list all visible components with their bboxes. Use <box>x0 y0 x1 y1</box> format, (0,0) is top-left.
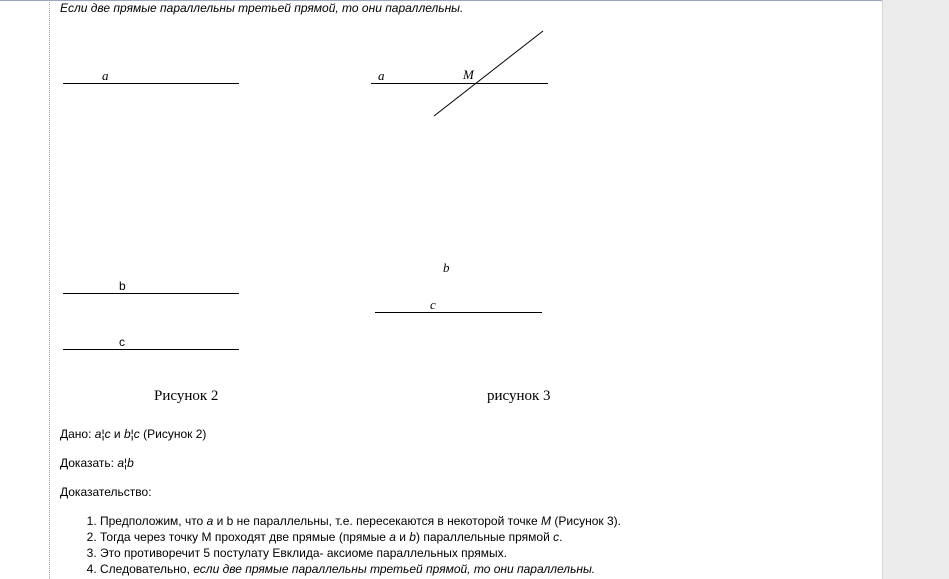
prove-a: a <box>117 456 125 470</box>
prove-line <box>60 456 134 470</box>
step4-text-1: Следовательно, <box>100 562 194 576</box>
given-a: a <box>94 427 102 441</box>
fig2-label-a: a <box>102 68 109 83</box>
prove-parallel: ¦ <box>124 456 128 470</box>
given-and: и <box>110 427 124 441</box>
given-suffix: (Рисунок 2) <box>139 427 207 441</box>
step4-text-2: если две прямые параллельны третьей прямой, то они параллельны. <box>193 562 596 576</box>
step2-text-3: ) параллельные прямой <box>415 530 554 544</box>
proof-step-2 <box>100 529 621 545</box>
proof-step-4 <box>100 561 621 577</box>
step3-text-1: Это противоречит 5 постулату Евклида- аксиоме параллельных прямых. <box>100 546 507 560</box>
proof-steps-list <box>60 513 621 577</box>
step2-text-1: Тогда через точку М проходят две прямые (прямые <box>100 530 390 544</box>
fig3-label-c: c <box>430 297 436 312</box>
fig3-line-c <box>375 312 542 313</box>
step2-a: a <box>389 530 396 544</box>
proof-title: Доказательство: <box>60 485 152 499</box>
step2-b: b <box>409 530 416 544</box>
proof-step-1 <box>100 513 621 529</box>
given-c1: c <box>104 427 111 441</box>
fig2-label-c: c <box>119 335 125 349</box>
theorem-statement: Если две прямые параллельны третьей прямой, то они параллельны. <box>60 1 464 15</box>
step1-text-1: Предположим, что <box>100 514 207 528</box>
step1-text-2: и b не параллельны, т.е. пересекаются в некоторой точке <box>213 514 542 528</box>
step2-text-4: . <box>559 530 563 544</box>
prove-prefix: Доказать: <box>60 456 118 470</box>
fig3-label-a: a <box>378 68 385 83</box>
step1-M: M <box>541 514 552 528</box>
step2-c: c <box>553 530 560 544</box>
step1-text-3: (Рисунок 3). <box>551 514 621 528</box>
fig3-line-b-intersecting <box>434 31 543 116</box>
step2-text-2: и <box>395 530 410 544</box>
step1-a: a <box>206 514 214 528</box>
fig2-caption: Рисунок 2 <box>154 388 219 404</box>
fig3-caption: рисунок 3 <box>487 388 551 404</box>
given-b: b <box>123 427 131 441</box>
given-parallel-2: ¦ <box>130 427 134 441</box>
given-prefix: Дано: <box>60 427 95 441</box>
prove-b: b <box>127 456 134 470</box>
fig2-label-b: b <box>119 279 126 293</box>
fig3-label-b: b <box>443 260 450 275</box>
fig3-label-M: M <box>463 67 474 82</box>
given-line <box>60 427 206 441</box>
proof-step-3 <box>100 545 621 561</box>
given-parallel-1: ¦ <box>101 427 105 441</box>
given-c2: c <box>133 427 140 441</box>
